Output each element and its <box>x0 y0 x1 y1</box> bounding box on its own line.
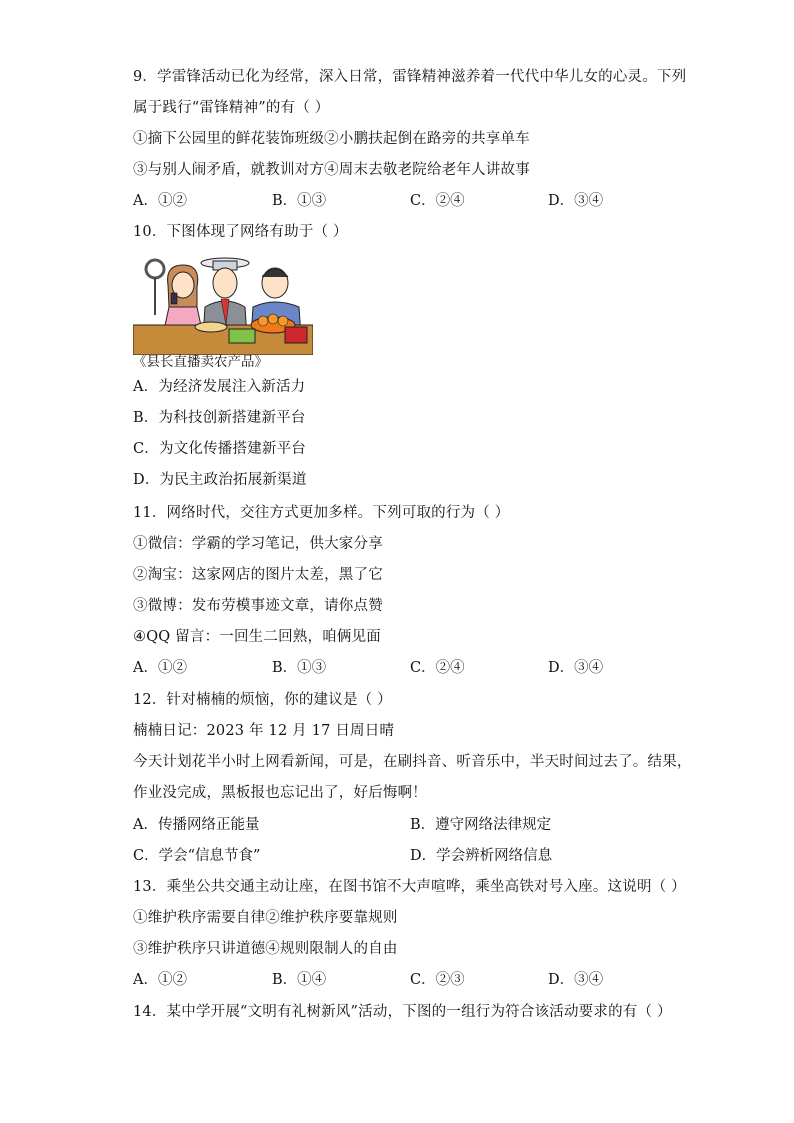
q13-statements-2: ③维护秩序只讲道德④规则限制人的自由 <box>133 941 398 957</box>
q11-stem: 11．网络时代，交往方式更加多样。下列可取的行为（ ） <box>133 505 510 521</box>
q11-statement-2: ②淘宝：这家网店的图片太差，黑了它 <box>133 567 383 583</box>
q10-option-d[interactable]: D．为民主政治拓展新渠道 <box>133 472 307 488</box>
q11-option-c[interactable]: C．②④ <box>410 660 465 676</box>
q9-statements-1: ①摘下公园里的鲜花装饰班级②小鹏扶起倒在路旁的共享单车 <box>133 131 530 147</box>
q11-statement-3: ③微博：发布劳模事迹文章，请你点赞 <box>133 598 383 614</box>
q9-option-c[interactable]: C．②④ <box>410 193 465 209</box>
q13-option-c[interactable]: C．②③ <box>410 972 465 988</box>
q13-statements-1: ①维护秩序需要自律②维护秩序要靠规则 <box>133 910 398 926</box>
q12-diary-line1: 今天计划花半小时上网看新闻，可是，在刷抖音、听音乐中，半天时间过去了。结果， <box>133 754 692 770</box>
q9-option-d[interactable]: D．③④ <box>548 193 604 209</box>
ring-light-icon <box>146 260 164 315</box>
q11-statement-4: ④QQ 留言：一回生二回熟，咱俩见面 <box>133 629 381 645</box>
county-head-livestream-illustration <box>133 255 313 355</box>
q11-option-a[interactable]: A．①② <box>133 660 187 676</box>
q10-option-b[interactable]: B．为科技创新搭建新平台 <box>133 410 306 426</box>
q9-option-a[interactable]: A．①② <box>133 193 187 209</box>
q10-stem: 10．下图体现了网络有助于（ ） <box>133 224 348 240</box>
q13-stem: 13．乘坐公共交通主动让座，在图书馆不大声喧哗，乘坐高铁对号入座。这说明（ ） <box>133 879 686 895</box>
q12-option-d[interactable]: D．学会辨析网络信息 <box>410 848 553 864</box>
q13-option-b[interactable]: B．①④ <box>272 972 327 988</box>
q11-option-d[interactable]: D．③④ <box>548 660 604 676</box>
q10-option-c[interactable]: C．为文化传播搭建新平台 <box>133 441 306 457</box>
q9-stem-line2: 属于践行“雷锋精神”的有（ ） <box>133 100 330 116</box>
q13-option-d[interactable]: D．③④ <box>548 972 604 988</box>
q12-diary-line2: 作业没完成，黑板报也忘记出了，好后悔啊！ <box>133 785 427 801</box>
q9-stem-line1: 9．学雷锋活动已化为经常，深入日常，雷锋精神滋养着一代代中华儿女的心灵。下列 <box>133 69 687 85</box>
q12-diary-title: 楠楠日记：2023 年 12 月 17 日周日晴 <box>133 723 395 739</box>
q12-stem: 12．针对楠楠的烦恼，你的建议是（ ） <box>133 692 392 708</box>
q12-option-a[interactable]: A．传播网络正能量 <box>133 817 260 833</box>
q9-statements-2: ③与别人闹矛盾，就教训对方④周末去敬老院给老年人讲故事 <box>133 162 530 178</box>
q11-statement-1: ①微信：学霸的学习笔记，供大家分享 <box>133 536 383 552</box>
q10-image-caption: 《县长直播卖农产品》 <box>133 354 268 370</box>
q14-stem: 14．某中学开展“文明有礼树新风”活动，下图的一组行为符合该活动要求的有（ ） <box>133 1004 672 1020</box>
q10-option-a[interactable]: A．为经济发展注入新活力 <box>133 379 306 395</box>
q11-option-b[interactable]: B．①③ <box>272 660 327 676</box>
q12-option-b[interactable]: B．遵守网络法律规定 <box>410 817 552 833</box>
q9-option-b[interactable]: B．①③ <box>272 193 327 209</box>
q13-option-a[interactable]: A．①② <box>133 972 187 988</box>
q12-option-c[interactable]: C．学会“信息节食” <box>133 848 261 864</box>
